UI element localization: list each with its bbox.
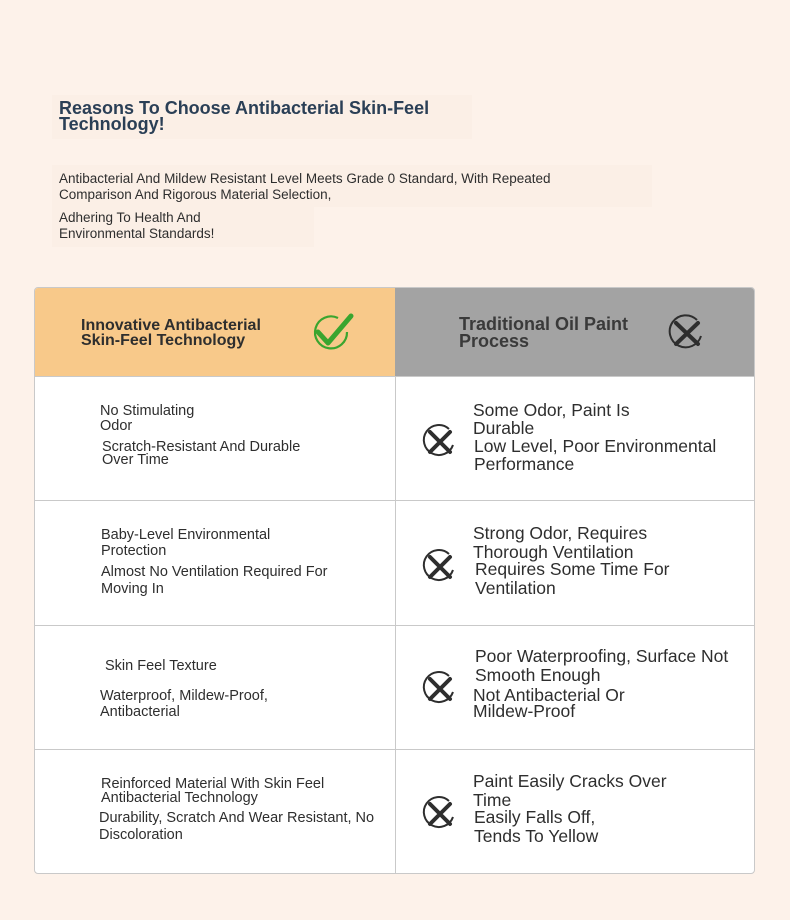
row-divider bbox=[35, 376, 754, 377]
row-4-right-primary: Paint Easily Cracks Over Time bbox=[473, 771, 667, 810]
check-circle-icon bbox=[311, 312, 355, 352]
row-4-left-primary: Reinforced Material With Skin Feel Antibacterial Technology bbox=[101, 776, 325, 806]
row-4-left-secondary: Durability, Scratch And Wear Resistant, No Discoloration bbox=[99, 810, 375, 843]
row-1-right-secondary: Low Level, Poor Environmental Performance bbox=[474, 436, 717, 474]
x-circle-icon bbox=[421, 423, 459, 461]
row-1-left-secondary: Scratch-Resistant And Durable Over Time bbox=[102, 439, 301, 468]
row-2-right-primary: Strong Odor, Requires Thorough Ventilation bbox=[473, 523, 648, 562]
row-3-left-secondary: Waterproof, Mildew-Proof, Antibacterial bbox=[100, 688, 268, 720]
row-1-right-primary: Some Odor, Paint Is Durable bbox=[473, 400, 630, 438]
row-2-right-secondary: Requires Some Time For Ventilation bbox=[475, 559, 670, 598]
x-circle-icon bbox=[421, 670, 459, 708]
x-circle-icon bbox=[421, 548, 459, 586]
comparison-table bbox=[34, 287, 755, 874]
row-4-right-secondary: Easily Falls Off, Tends To Yellow bbox=[474, 807, 599, 846]
row-3-right-secondary: Not Antibacterial Or Mildew-Proof bbox=[473, 685, 625, 721]
row-1-left-primary: No Stimulating Odor bbox=[100, 403, 195, 434]
traditional-header-label: Traditional Oil Paint Process bbox=[459, 314, 629, 351]
description-line-1: Antibacterial And Mildew Resistant Level Meets Grade 0 Standard, With Repeated Comparison And Rigorous Material Selection, bbox=[59, 171, 551, 202]
page-title: Reasons To Choose Antibacterial Skin-Feel Technology! bbox=[59, 98, 430, 134]
row-divider bbox=[35, 749, 754, 750]
row-divider bbox=[35, 500, 754, 501]
row-3-right-primary: Poor Waterproofing, Surface Not Smooth Enough bbox=[475, 646, 729, 685]
row-2-left-secondary: Almost No Ventilation Required For Moving In bbox=[101, 564, 328, 597]
row-2-left-primary: Baby-Level Environmental Protection bbox=[101, 527, 271, 559]
row-3-left-primary: Skin Feel Texture bbox=[105, 658, 217, 674]
x-circle-icon bbox=[667, 314, 707, 352]
x-circle-icon bbox=[421, 795, 459, 833]
row-divider bbox=[35, 625, 754, 626]
innovative-header-label: Innovative Antibacterial Skin-Feel Technology bbox=[81, 317, 261, 349]
description-line-2: Adhering To Health And Environmental Standards! bbox=[59, 210, 215, 241]
